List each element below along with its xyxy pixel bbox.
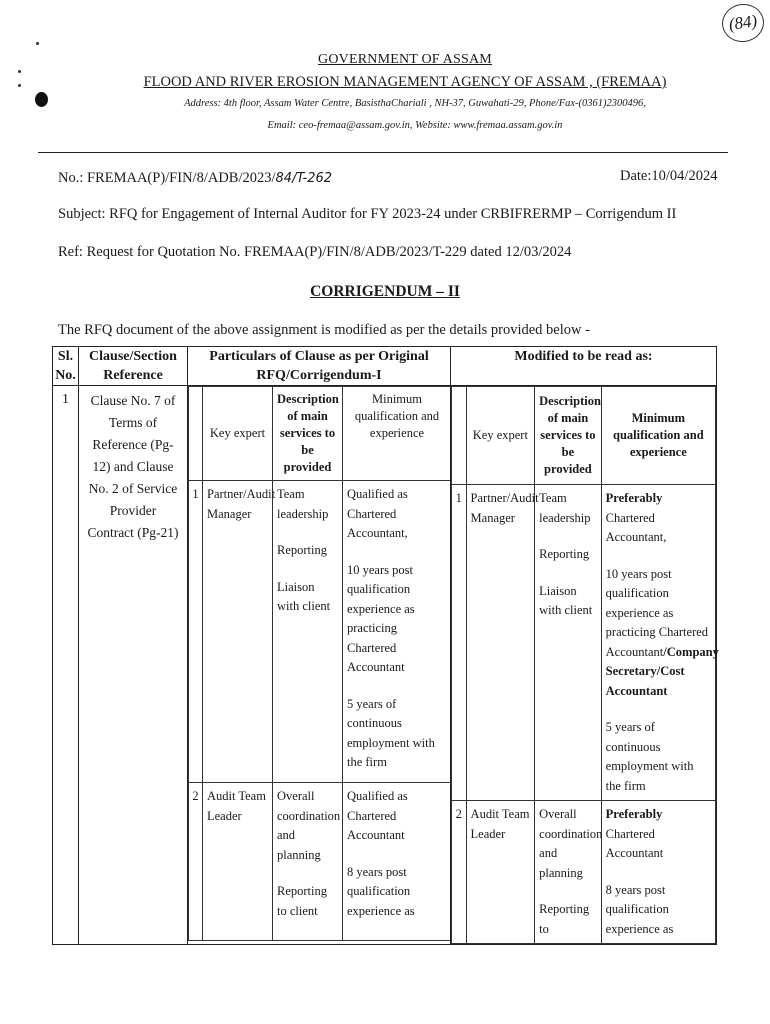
mod-min-text: Chartered Accountant, — [605, 510, 667, 544]
document-date: Date:10/04/2024 — [620, 168, 718, 184]
orig-description — [273, 481, 343, 783]
mod-key-expert: Audit Team Leader — [466, 801, 535, 944]
mod-desc-item: Reporting — [539, 547, 590, 561]
col-header-modified: Modified to be read as: — [451, 347, 717, 386]
inner-blank-cell — [452, 387, 467, 485]
mod-row-number: 2 — [452, 801, 467, 944]
col-header-clause: Clause/Section Reference — [79, 347, 188, 386]
modified-inner-header — [452, 387, 716, 485]
header-divider — [38, 152, 728, 153]
mod-min-text: Chartered Accountant — [605, 826, 664, 860]
scan-speck — [18, 70, 21, 73]
orig-desc-item: Overall coordination and planning — [277, 789, 341, 862]
row-sl-number: 1 — [53, 386, 79, 945]
letterhead-government: GOVERNMENT OF ASSAM — [318, 52, 492, 67]
reference-number-handwritten: 84/T-262 — [275, 171, 333, 186]
orig-description — [273, 783, 343, 941]
mod-desc-item: Overall coordination and planning — [539, 807, 603, 880]
mod-min-text: 5 years of continuous employment with the firm — [605, 720, 694, 793]
orig-head-key-expert: Key expert — [203, 387, 273, 481]
mod-desc-item: Reporting to — [539, 902, 590, 936]
mod-min-emphasis: Preferably — [605, 807, 663, 821]
orig-minimum-qualification — [343, 783, 452, 941]
intro-text: The RFQ document of the above assignment is modified as per the details provided below - — [58, 322, 590, 338]
orig-key-expert: Partner/Audit Manager — [203, 481, 273, 783]
mod-minimum-qualification — [601, 801, 715, 944]
reference-number-printed: No.: FREMAA(P)/FIN/8/ADB/2023/ — [58, 170, 276, 186]
mod-desc-item: Team leadership — [539, 491, 591, 525]
orig-min-item: 10 years post qualification experience as practicing Chartered Accountant — [347, 562, 415, 674]
orig-row-number: 1 — [189, 481, 203, 783]
document-title: CORRIGENDUM – II — [310, 283, 460, 300]
orig-minimum-qualification — [343, 481, 452, 783]
orig-min-item: Qualified as Chartered Accountant, — [347, 487, 408, 540]
mod-description — [535, 801, 602, 944]
letterhead-contact: Email: ceo-fremaa@assam.gov.in, Website: www.fremaa.assam.gov.in — [267, 120, 563, 131]
subject-line: Subject: RFQ for Engagement of Internal Auditor for FY 2023-24 under CRBIFRERMP – Corrigendum II — [58, 206, 677, 222]
mod-desc-item: Liaison with client — [539, 583, 593, 617]
mod-minimum-qualification — [601, 485, 719, 801]
mod-min-text: 8 years post qualification experience as — [605, 882, 674, 936]
letterhead-agency: FLOOD AND RIVER EROSION MANAGEMENT AGENCY OF ASSAM , (FREMAA) — [143, 74, 667, 90]
reference-number — [58, 170, 332, 187]
orig-desc-item: Liaison with client — [277, 579, 331, 613]
mod-head-description: Description of main services to be provided — [535, 387, 602, 485]
handwritten-page-number: (84) — [720, 1, 767, 44]
modified-particulars — [451, 386, 717, 945]
orig-head-minimum: Minimum qualification and experience — [343, 387, 452, 481]
table-header-row — [53, 347, 717, 386]
modified-inner-table — [451, 386, 719, 944]
orig-key-expert: Audit Team Leader — [203, 783, 273, 941]
orig-desc-item: Reporting to client — [277, 884, 327, 918]
orig-desc-item: Reporting — [277, 543, 327, 557]
orig-min-item: Qualified as Chartered Accountant — [347, 789, 408, 842]
scan-speck — [36, 42, 39, 45]
mod-key-expert: Partner/Audit Manager — [466, 485, 535, 801]
orig-row-number: 2 — [189, 783, 203, 941]
mod-head-minimum: Minimum qualification and experience — [601, 387, 715, 485]
corrigendum-table — [52, 346, 717, 945]
modified-row-1 — [452, 485, 716, 801]
original-inner-table — [188, 386, 452, 941]
letterhead-address: Address: 4th floor, Assam Water Centre, BasisthaChariali , NH-37, Guwahati-29, Phone/Fax-(0361)2300496, — [184, 98, 646, 109]
col-header-original: Particulars of Clause as per Original RFQ/Corrigendum-I — [188, 347, 451, 386]
original-row-1 — [189, 481, 452, 783]
orig-min-item: 8 years post qualification experience as — [347, 864, 415, 918]
mod-min-emphasis: Preferably — [605, 491, 663, 505]
orig-min-item: 5 years of continuous employment with the firm — [347, 696, 435, 769]
reference-line: Ref: Request for Quotation No. FREMAA(P)/FIN/8/ADB/2023/T-229 dated 12/03/2024 — [58, 244, 572, 260]
original-inner-header — [189, 387, 452, 481]
original-row-2 — [189, 783, 452, 941]
table-row — [53, 386, 717, 945]
mod-row-number: 1 — [452, 485, 467, 801]
mod-description — [535, 485, 602, 801]
modified-row-2 — [452, 801, 716, 944]
row-clause-reference: Clause No. 7 of Terms of Reference (Pg-12) and Clause No. 2 of Service Provider Contract (Pg-21) — [79, 386, 188, 945]
inner-blank-cell — [189, 387, 203, 481]
orig-desc-item: Team leadership — [277, 487, 329, 521]
orig-head-description: Description of main services to be provided — [273, 387, 343, 481]
original-particulars — [188, 386, 451, 945]
mod-min-emphasis: /Company Secretary/Cost Accountant — [605, 644, 719, 698]
mod-min-text: 10 years post qualification experience as practicing Chartered Accountant — [605, 566, 709, 659]
mod-head-key-expert: Key expert — [466, 387, 535, 485]
col-header-sl: Sl. No. — [53, 347, 79, 386]
